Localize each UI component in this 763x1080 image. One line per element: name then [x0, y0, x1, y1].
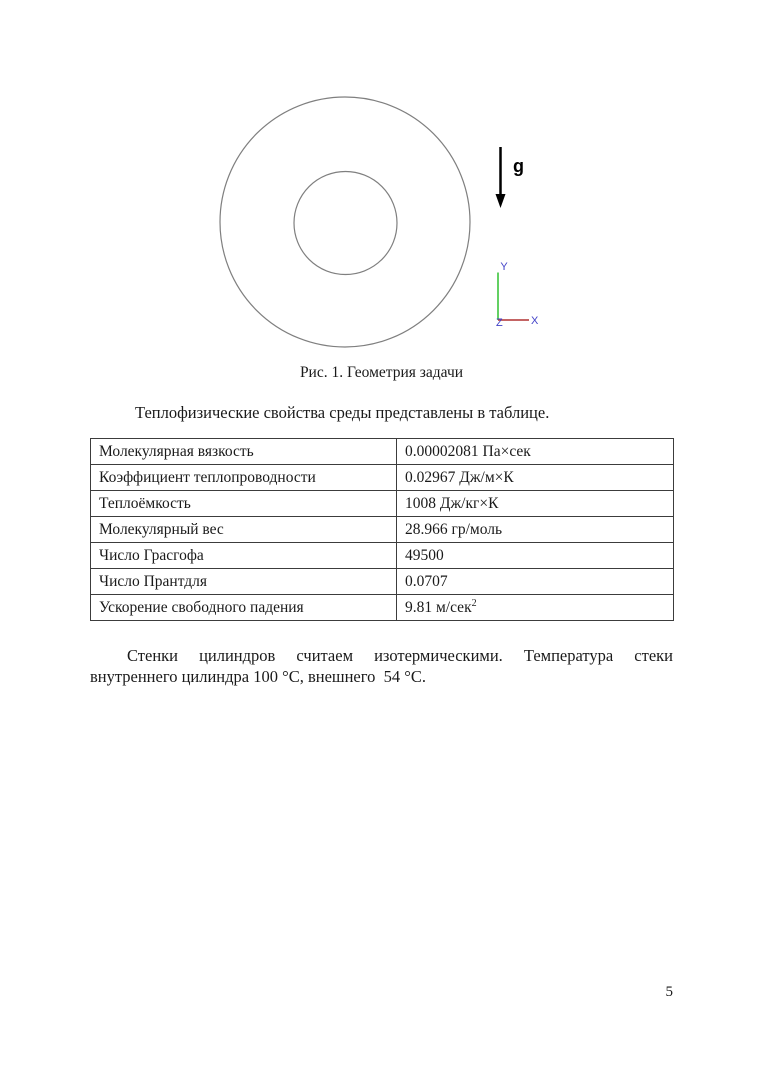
- table-row: [91, 595, 674, 621]
- axis-triad: [496, 261, 539, 329]
- x-axis-label: X: [531, 315, 539, 327]
- z-axis-label: Z: [496, 317, 503, 329]
- table-row: [91, 465, 674, 491]
- property-label: Молекулярная вязкость: [91, 439, 397, 465]
- property-value: 28.966 гр/моль: [397, 517, 674, 543]
- gravity-arrow-head: [496, 194, 506, 208]
- intro-paragraph: Теплофизические свойства среды представлены в таблице.: [135, 403, 550, 422]
- property-value: 0.02967 Дж/м×К: [397, 465, 674, 491]
- property-label: Число Прантдля: [91, 569, 397, 595]
- figure-caption: Рис. 1. Геометрия задачи: [299, 364, 464, 381]
- property-label: Коэффициент теплопроводности: [91, 465, 397, 491]
- page-number: 5: [665, 984, 673, 1000]
- gravity-label: g: [513, 156, 524, 176]
- table-row: [91, 517, 674, 543]
- outer-cylinder-circle: [220, 97, 470, 347]
- y-axis-label: Y: [500, 261, 508, 273]
- property-label: Теплоёмкость: [91, 491, 397, 517]
- property-label: Молекулярный вес: [91, 517, 397, 543]
- property-label: Число Грасгофа: [91, 543, 397, 569]
- gravity-arrow: [496, 147, 506, 208]
- property-value: 0.00002081 Па×сек: [397, 439, 674, 465]
- property-value: 0.0707: [397, 569, 674, 595]
- table-row: [91, 543, 674, 569]
- closing-paragraph: [90, 645, 673, 687]
- table-row: [91, 439, 674, 465]
- property-label: Ускорение свободного падения: [91, 595, 397, 621]
- geometry-figure: [0, 0, 763, 360]
- closing-paragraph-line-2: внутреннего цилиндра 100 °С, внешнего 54 °С.: [90, 667, 426, 686]
- property-value: 1008 Дж/кг×К: [397, 491, 674, 517]
- property-value: 49500: [397, 543, 674, 569]
- properties-table: [90, 438, 674, 621]
- closing-paragraph-line-1: Стенки цилиндров считаем изотермическими. Температура стеки: [127, 646, 673, 665]
- table-row: [91, 491, 674, 517]
- inner-cylinder-circle: [294, 172, 397, 275]
- table-row: [91, 569, 674, 595]
- property-value: 9.81 м/сек$^2$: [397, 595, 674, 621]
